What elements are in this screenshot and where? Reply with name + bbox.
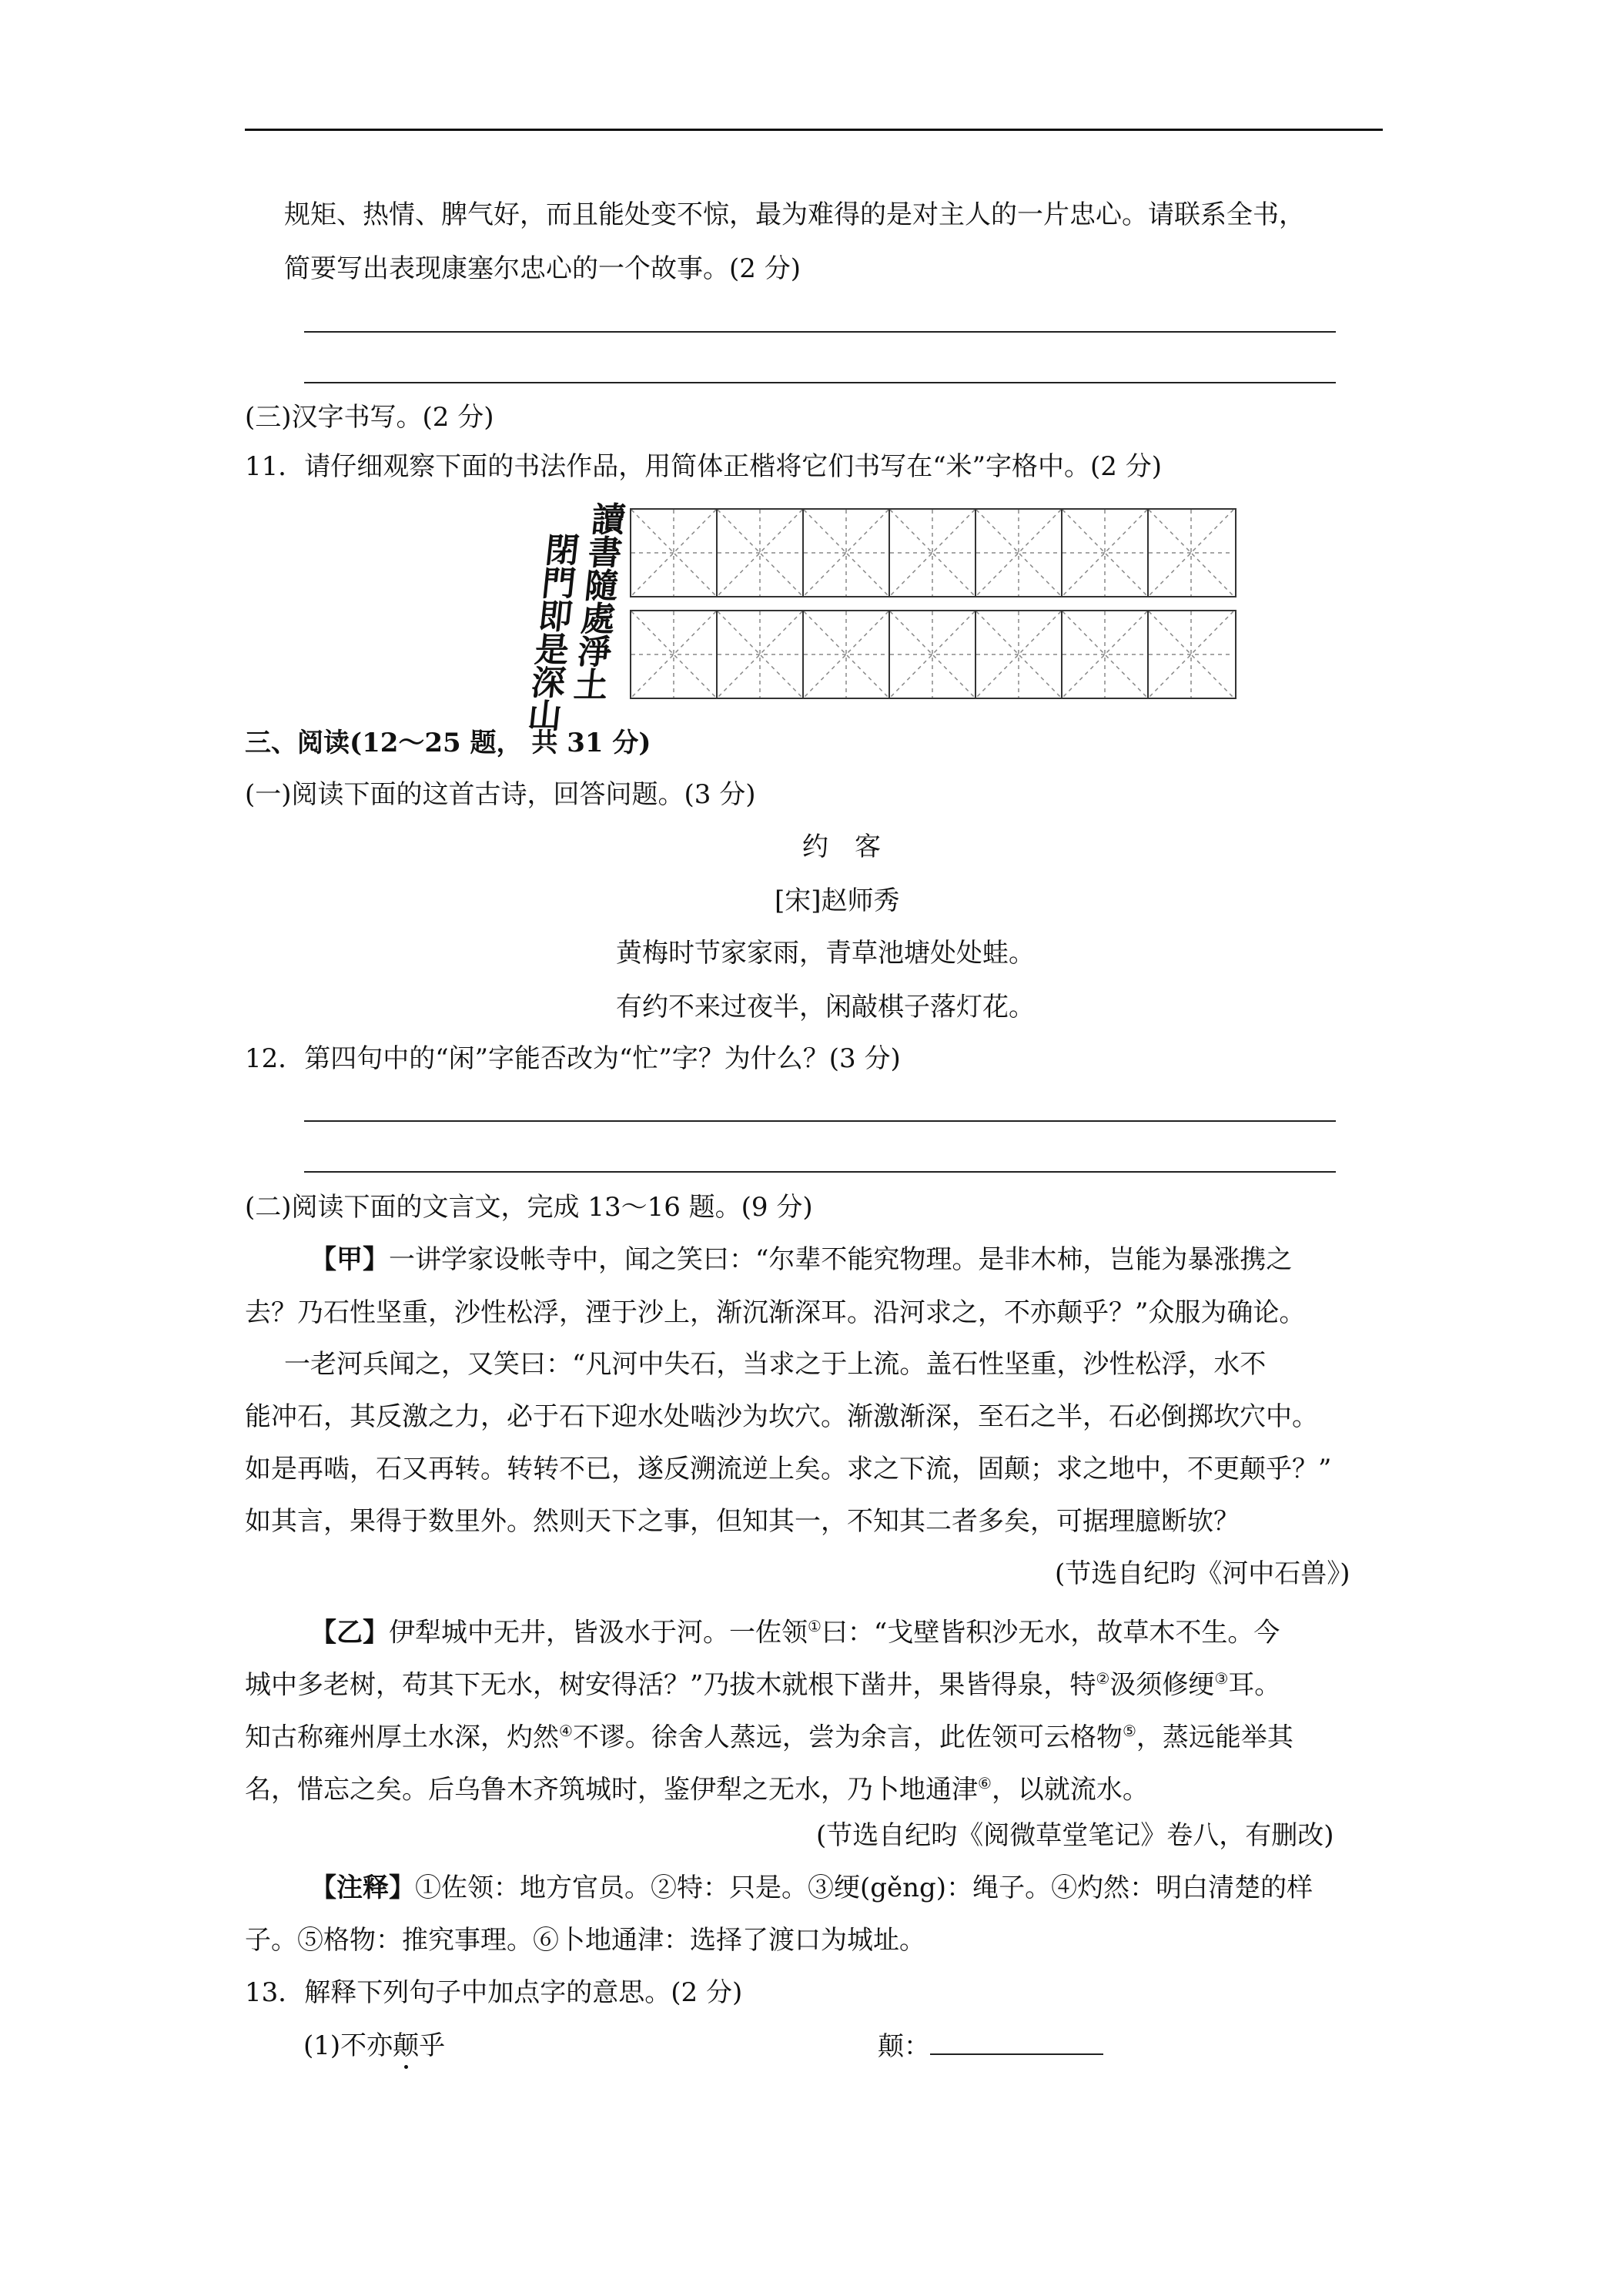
answer-line <box>304 1120 1336 1122</box>
mi-grid-cell[interactable] <box>718 510 804 596</box>
passage-jia-line-2: 去？乃石性坚重，沙性松浮，湮于沙上，渐沉渐深耳。沿河求之，不亦颠乎？”众服为确论。 <box>245 1297 1306 1328</box>
mi-grid-cell[interactable] <box>631 611 718 698</box>
note-mark: ④ <box>559 1722 573 1740</box>
reading2-intro: (二)阅读下面的文言文，完成 13～16 题。(9 分) <box>245 1192 813 1223</box>
answer-line <box>304 331 1336 333</box>
calligraphy-character: 讀 <box>589 500 627 540</box>
passage-jia-line-5: 如是再啮，石又再转。转转不已，遂反溯流逆上矣。求之下流，固颠；求之地中，不更颠乎？” <box>245 1454 1332 1484</box>
passage-jia-line-3: 一老河兵闻之，又笑曰：“凡河中失石，当求之于上流。盖石性坚重，沙性松浮，水不 <box>284 1349 1267 1380</box>
calligraphy-character: 處 <box>579 600 617 639</box>
answer-line <box>304 382 1336 383</box>
q13-item-1-answer: 颠： <box>878 2030 1103 2062</box>
passage-yi-label: 【乙】 <box>310 1617 389 1648</box>
mi-grid-cell[interactable] <box>1062 611 1149 698</box>
q11-question: 11．请仔细观察下面的书法作品，用简体正楷将它们书写在“米”字格中。(2 分) <box>245 451 1162 482</box>
reading1-intro: (一)阅读下面的这首古诗，回答问题。(3 分) <box>245 779 756 810</box>
passage-yi-source: (节选自纪昀《阅微草堂笔记》卷八，有删改) <box>816 1820 1334 1851</box>
passage-jia-label: 【甲】 <box>310 1244 389 1275</box>
calligraphy-character: 書 <box>586 534 624 573</box>
calligraphy-character: 是 <box>533 631 571 670</box>
poem-line-2: 有约不来过夜半，闲敲棋子落灯花。 <box>616 992 1035 1022</box>
note-mark: ③ <box>1214 1669 1229 1688</box>
passage-yi-line-3: 知古称雍州厚土水深，灼然④不谬。徐舍人蒸远，尝为余言，此佐领可云格物⑤，蒸远能举其 <box>245 1722 1293 1753</box>
notes-line-1: 【注释】①佐领：地方官员。②特：只是。③绠(gěng)：绳子。④灼然：明白清楚的样 <box>310 1873 1313 1903</box>
mi-grid-row-2 <box>630 610 1236 699</box>
calligraphy-character: 門 <box>540 564 578 604</box>
note-mark: ② <box>1096 1669 1110 1688</box>
header-rule <box>245 129 1383 131</box>
q13-item-1: (1)不亦颠乎 <box>303 2030 446 2061</box>
calligraphy-character: 山 <box>526 697 564 736</box>
calligraphy-character: 即 <box>536 597 574 637</box>
q12-question: 12．第四句中的“闲”字能否改为“忙”字？为什么？(3 分) <box>245 1043 901 1074</box>
passage-yi-line-1: 【乙】伊犁城中无井，皆汲水于河。一佐领①曰：“戈壁皆积沙无水，故草木不生。今 <box>310 1617 1280 1648</box>
mi-grid-cell[interactable] <box>976 611 1062 698</box>
mi-grid-cell[interactable] <box>1149 510 1235 596</box>
note-mark: ⑤ <box>1122 1722 1136 1740</box>
passage-yi-line-4: 名，惜忘之矣。后乌鲁木齐筑城时，鉴伊犁之无水，乃卜地通津⑥，以就流水。 <box>245 1774 1149 1806</box>
note-mark: ① <box>808 1617 822 1635</box>
q10-line-2: 简要写出表现康塞尔忠心的一个故事。(2 分) <box>284 253 801 284</box>
calligraphy-artwork <box>526 500 627 736</box>
poem-title: 约 客 <box>802 832 881 862</box>
q13-question: 13．解释下列句子中加点字的意思。(2 分) <box>245 1977 743 2008</box>
calligraphy-character: 隨 <box>582 567 621 606</box>
answer-line <box>304 1171 1336 1173</box>
passage-jia-line-1: 【甲】一讲学家设帐寺中，闻之笑曰：“尔辈不能究物理。是非木柿，岂能为暴涨携之 <box>310 1244 1293 1275</box>
calligraphy-character: 土 <box>572 666 611 705</box>
calligraphy-character: 淨 <box>575 633 614 672</box>
passage-jia-line-6: 如其言，果得于数里外。然则天下之事，但知其一，不知其二者多矣，可据理臆断欤？ <box>245 1506 1240 1537</box>
mi-grid-cell[interactable] <box>890 611 976 698</box>
passage-yi-line-2: 城中多老树，苟其下无水，树安得活？”乃拔木就根下凿井，果皆得泉，特②汲须修绠③耳。 <box>245 1669 1281 1701</box>
dotted-character: 颠 <box>393 2030 420 2061</box>
part-three-heading: 三、阅读(12～25 题， 共 31 分) <box>245 728 651 758</box>
mi-grid-row-1 <box>630 508 1236 597</box>
mi-grid-cell[interactable] <box>718 611 804 698</box>
poem-author: [宋]赵师秀 <box>775 885 900 916</box>
poem-line-1: 黄梅时节家家雨，青草池塘处处蛙。 <box>616 938 1035 969</box>
notes-line-2: 子。⑤格物：推究事理。⑥卜地通津：选择了渡口为城址。 <box>245 1925 925 1956</box>
passage-jia-source: (节选自纪昀《河中石兽》) <box>1055 1558 1350 1589</box>
answer-blank[interactable] <box>930 2030 1103 2055</box>
calligraphy-character: 深 <box>529 664 567 703</box>
mi-grid-cell[interactable] <box>1062 510 1149 596</box>
passage-jia-line-4: 能冲石，其反激之力，必于石下迎水处啮沙为坎穴。渐激渐深，至石之半，石必倒掷坎穴中。 <box>245 1401 1318 1432</box>
q10-line-1: 规矩、热情、脾气好，而且能处变不惊，最为难得的是对主人的一片忠心。请联系全书， <box>284 199 1305 230</box>
mi-grid-cell[interactable] <box>804 510 890 596</box>
mi-grid-cell[interactable] <box>976 510 1062 596</box>
calligraphy-character: 閉 <box>543 531 581 571</box>
mi-grid-cell[interactable] <box>804 611 890 698</box>
mi-grid-cell[interactable] <box>890 510 976 596</box>
notes-label: 【注释】 <box>310 1873 415 1903</box>
mi-grid-cell[interactable] <box>1149 611 1235 698</box>
section-heading-handwriting: (三)汉字书写。(2 分) <box>245 402 494 433</box>
note-mark: ⑥ <box>978 1774 992 1792</box>
mi-grid-cell[interactable] <box>631 510 718 596</box>
